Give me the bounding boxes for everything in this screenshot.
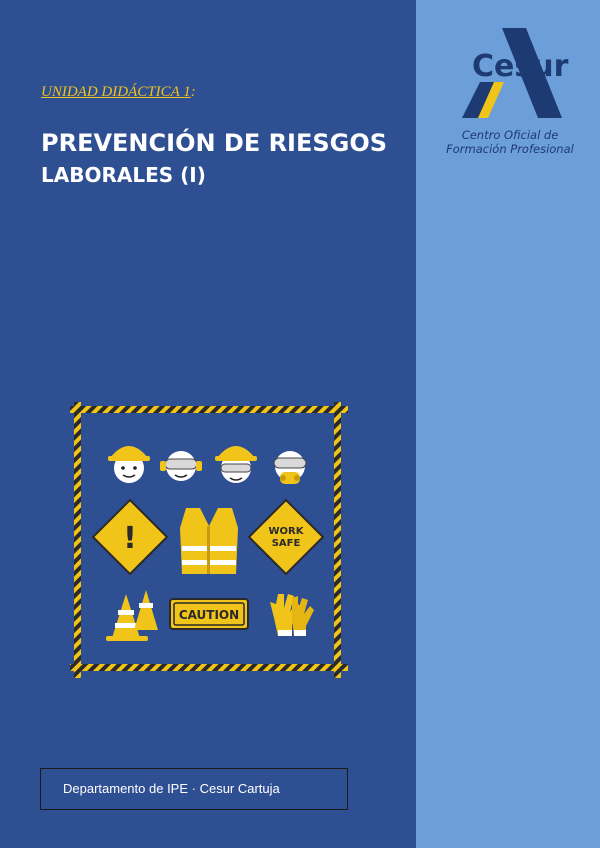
caution-text: CAUTION — [178, 608, 240, 622]
department-box — [40, 768, 348, 810]
document-title — [41, 126, 411, 190]
work-safe-sign-icon — [249, 500, 323, 574]
logo-subtitle-line-2: Formación Profesional — [446, 142, 574, 157]
worker-hardhat-goggles-icon — [215, 446, 257, 483]
logo-brand-text: Cesur — [472, 49, 569, 84]
hazard-tape-bottom — [70, 664, 348, 671]
warning-exclamation: ! — [123, 521, 137, 556]
safety-vest-icon — [180, 508, 238, 574]
hazard-tape-top — [70, 406, 348, 413]
warning-sign-icon — [93, 500, 167, 574]
unit-label-text: UNIDAD DIDÁCTICA 1 — [41, 84, 191, 100]
title-line-1: PREVENCIÓN DE RIESGOS — [41, 129, 388, 157]
worker-goggles-icon — [160, 451, 202, 481]
worker-respirator-icon — [274, 451, 306, 484]
unit-label — [41, 84, 196, 101]
traffic-cones-icon — [106, 590, 158, 641]
title-line-2: LABORALES (I) — [41, 162, 206, 187]
unit-label-colon: : — [190, 84, 196, 100]
logo-subtitle-line-1: Centro Oficial de — [461, 128, 559, 142]
department-label: Departamento de IPE · Cesur Cartuja — [63, 781, 280, 796]
hazard-tape-left — [74, 402, 81, 678]
work-safe-line-2: SAFE — [271, 538, 301, 549]
logo-subtitle — [432, 128, 588, 157]
work-safe-line-1: WORK — [268, 526, 304, 537]
work-gloves-icon — [270, 594, 314, 636]
caution-sign-icon — [170, 599, 248, 629]
worker-hardhat-icon — [108, 446, 150, 483]
safety-illustration — [66, 398, 352, 680]
hazard-tape-right — [334, 402, 341, 678]
